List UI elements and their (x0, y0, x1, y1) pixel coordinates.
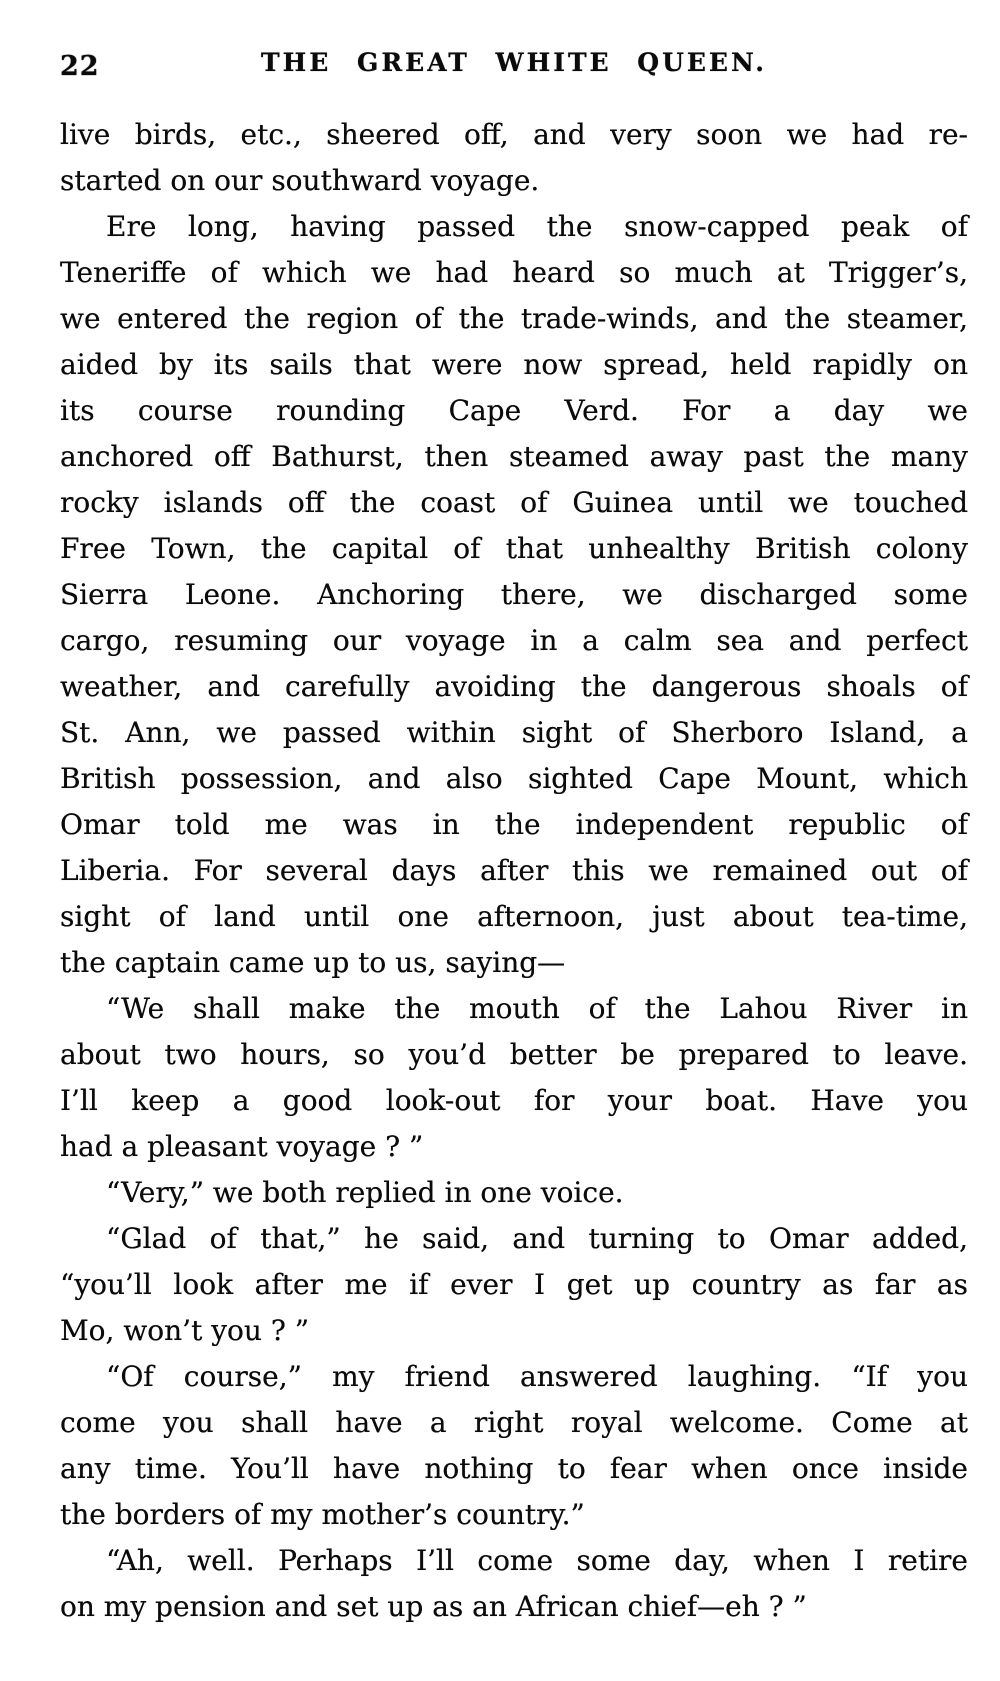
running-title: THE GREAT WHITE QUEEN. (261, 48, 767, 77)
text-line: “We shall make the mouth of the Lahou River in (106, 992, 968, 1025)
text-line: “Very,” we both replied in one voice. (106, 1176, 624, 1209)
text-line: had a pleasant voyage ? ” (60, 1130, 424, 1163)
text-line: cargo, resuming our voyage in a calm sea and perfect (60, 624, 968, 657)
text-line: St. Ann, we passed within sight of Sherboro Island, a (60, 716, 968, 749)
text-line: on my pension and set up as an African chief—eh ? ” (60, 1590, 807, 1623)
text-line: sight of land until one afternoon, just about tea-time, (60, 900, 968, 933)
text-line: rocky islands off the coast of Guinea until we touched (60, 486, 968, 519)
paragraph (60, 1216, 968, 1354)
text-line: come you shall have a right royal welcome. Come at (60, 1406, 968, 1439)
text-line: aided by its sails that were now spread, held rapidly on (60, 348, 968, 381)
text-line: Liberia. For several days after this we remained out of (60, 854, 968, 887)
text-line: I’ll keep a good look-out for your boat. Have you (60, 1084, 968, 1117)
paragraph (60, 112, 968, 204)
text-line: the borders of my mother’s country.” (60, 1498, 585, 1531)
paragraph (60, 986, 968, 1170)
text-line: anchored off Bathurst, then steamed away past the many (60, 440, 968, 473)
paragraph (60, 1354, 968, 1538)
text-line: Teneriffe of which we had heard so much at Trigger’s, (60, 256, 968, 289)
text-line: Sierra Leone. Anchoring there, we discharged some (60, 578, 968, 611)
text-line: we entered the region of the trade-winds, and the steamer, (60, 302, 968, 335)
page-number: 22 (60, 51, 100, 82)
text-line: the captain came up to us, saying— (60, 946, 566, 979)
text-line: “you’ll look after me if ever I get up country as far as (60, 1268, 968, 1301)
text-line: weather, and carefully avoiding the dangerous shoals of (60, 670, 968, 703)
paragraph (60, 1170, 968, 1216)
text-line: about two hours, so you’d better be prepared to leave. (60, 1038, 968, 1071)
text-line: “Ah, well. Perhaps I’ll come some day, when I retire (106, 1544, 968, 1577)
text-line: its course rounding Cape Verd. For a day we (60, 394, 968, 427)
text-line: Ere long, having passed the snow-capped peak of (106, 210, 968, 243)
body-text (60, 112, 968, 1630)
paragraph (60, 204, 968, 986)
text-line: “Glad of that,” he said, and turning to Omar added, (106, 1222, 968, 1255)
text-line: “Of course,” my friend answered laughing. “If you (106, 1360, 968, 1393)
text-line: Mo, won’t you ? ” (60, 1314, 310, 1347)
text-line: live birds, etc., sheered off, and very soon we had re- (60, 118, 968, 151)
text-line: started on our southward voyage. (60, 164, 540, 197)
paragraph (60, 1538, 968, 1630)
text-line: Free Town, the capital of that unhealthy British colony (60, 532, 968, 565)
text-line: any time. You’ll have nothing to fear when once inside (60, 1452, 968, 1485)
running-header (60, 48, 968, 88)
text-line: British possession, and also sighted Cape Mount, which (60, 762, 968, 795)
text-line: Omar told me was in the independent republic of (60, 808, 968, 841)
